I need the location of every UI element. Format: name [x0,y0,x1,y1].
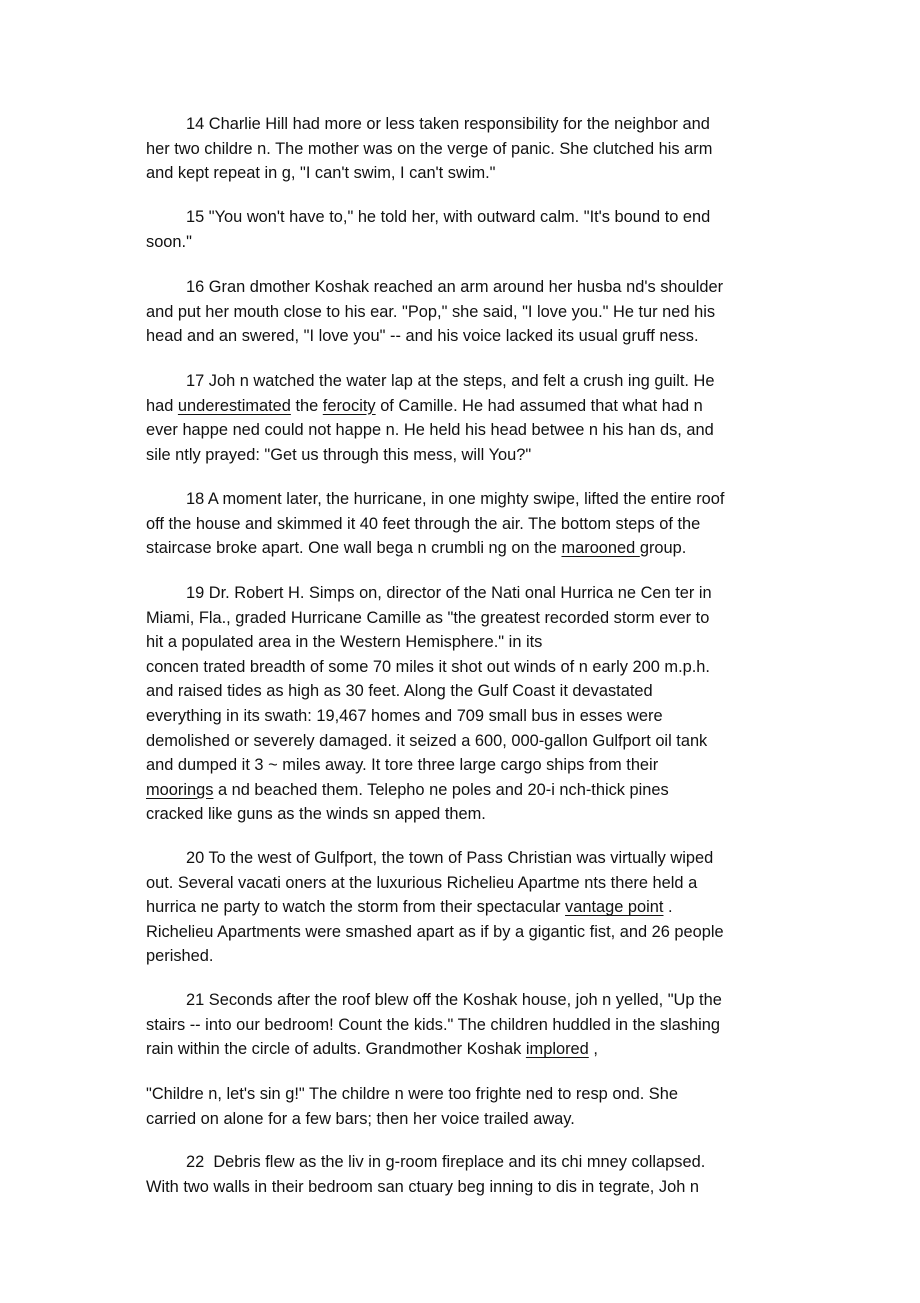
text-line [146,679,653,704]
text-line [146,394,703,419]
text-line [146,944,213,969]
text-run: rain within the circle of adults. Grandmother Koshak [146,1040,526,1059]
text-run: head and an swered, "I love you" -- and his voice lacked its usual gruff ness. [146,327,699,346]
text-line [146,1107,575,1132]
text-line [186,112,710,137]
text-run: 17 Joh n watched the water lap at the steps, and felt a crush ing guilt. He [186,372,715,390]
text-line [146,1082,678,1107]
text-run: off the house and skimmed it 40 feet through the air. The bottom steps of the [146,514,701,533]
text-run: the [290,396,323,415]
text-line [186,988,722,1013]
text-line [146,418,714,443]
text-run: stairs -- into our bedroom! Count the kids." The children huddled in the slashing [146,1015,721,1034]
text-line [146,443,531,468]
text-run: and put her mouth close to his ear. "Pop," she said, "I love you." He tur ned his [146,302,716,321]
text-run: group. [639,539,687,558]
underlined-word: marooned [561,539,640,558]
text-line [186,275,723,300]
text-run: of Camille. He had assumed that what had n [375,396,703,415]
text-run: 14 Charlie Hill had more or less taken responsibility for the neighbor and [186,115,710,133]
underlined-word: moorings [146,780,214,799]
text-run: 22 Debris flew as the liv in g-room fireplace and its chi mney collapsed. [186,1153,706,1171]
text-line [186,1150,705,1175]
text-line [186,581,712,606]
text-line [146,895,673,920]
text-line [146,606,709,631]
text-run: 15 "You won't have to," he told her, with outward calm. "It's bound to end [186,208,711,226]
text-line [146,300,715,325]
text-run: sile ntly prayed: "Get us through this mess, will You?" [146,445,532,464]
text-run: "Childre n, let's sin g!" The childre n were too frighte ned to resp ond. She [146,1085,678,1103]
text-line [146,230,192,255]
text-line [146,137,712,162]
underlined-word: vantage point [565,898,664,917]
text-run: Richelieu Apartments were smashed apart as if by a gigantic fist, and 26 people [146,922,724,941]
text-run: 20 To the west of Gulfport, the town of Pass Christian was virtually wiped [186,849,714,867]
text-run: a nd beached them. Telepho ne poles and 20-i nch-thick pines [213,780,669,799]
text-line [146,778,669,803]
text-run: perished. [146,947,214,966]
text-run: concen trated breadth of some 70 miles it shot out winds of n early 200 m.p.h. [146,657,710,676]
text-line [146,536,686,561]
text-run: 19 Dr. Robert H. Simps on, director of the Nati onal Hurrica ne Cen ter in [186,584,712,602]
text-line [186,846,713,871]
text-run: hurrica ne party to watch the storm from their spectacular [146,898,566,917]
text-run: ever happe ned could not happe n. He held his head betwee n his han ds, and [146,421,714,440]
text-line [146,161,496,186]
text-line [146,1037,598,1062]
text-line [146,802,486,827]
text-run: , [588,1040,598,1059]
text-run: and raised tides as high as 30 feet. Along the Gulf Coast it devastated [146,682,653,701]
text-run: 16 Gran dmother Koshak reached an arm around her husba nd's shoulder [186,278,724,296]
text-line [146,753,658,778]
text-line [146,1013,720,1038]
text-run: carried on alone for a few bars; then her voice trailed away. [146,1109,575,1128]
text-line [146,512,700,537]
text-line [146,729,707,754]
text-line [146,324,699,349]
text-line [146,704,663,729]
text-run: and kept repeat in g, "I can't swim, I can't swim." [146,164,496,183]
text-line [146,871,697,896]
text-run: soon." [146,232,192,251]
text-line [146,655,710,680]
text-run: hit a populated area in the Western Hemisphere." in its [146,633,543,652]
text-run: had [146,396,178,415]
text-run: her two childre n. The mother was on the verge of panic. She clutched his arm [146,139,713,158]
underlined-word: implored [525,1040,589,1059]
text-run: demolished or severely damaged. it seized a 600, 000-gallon Gulfport oil tank [146,731,708,750]
text-run: cracked like guns as the winds sn apped them. [146,805,486,824]
text-run: 18 A moment later, the hurricane, in one mighty swipe, lifted the entire roof [186,490,725,508]
text-run: . [663,898,673,917]
underlined-word: underestimated [177,396,291,415]
text-run: everything in its swath: 19,467 homes and 709 small bus in esses were [146,707,663,725]
text-line [146,1175,699,1200]
text-run: staircase broke apart. One wall bega n crumbli ng on the [146,539,562,558]
underlined-word: ferocity [322,396,376,415]
text-run: and dumped it 3 ~ miles away. It tore three large cargo ships from their [146,756,659,775]
text-line [186,205,710,230]
text-run: With two walls in their bedroom san ctuary beg inning to dis in tegrate, Joh n [146,1177,700,1196]
text-line [146,630,542,655]
text-line [186,369,714,394]
text-run: 21 Seconds after the roof blew off the Koshak house, joh n yelled, "Up the [186,991,722,1009]
text-line [146,920,724,945]
text-run: out. Several vacati oners at the luxurious Richelieu Apartme nts there held a [146,873,698,892]
text-run: Miami, Fla., graded Hurricane Camille as "the greatest recorded storm ever to [146,608,710,627]
text-line [186,487,724,512]
